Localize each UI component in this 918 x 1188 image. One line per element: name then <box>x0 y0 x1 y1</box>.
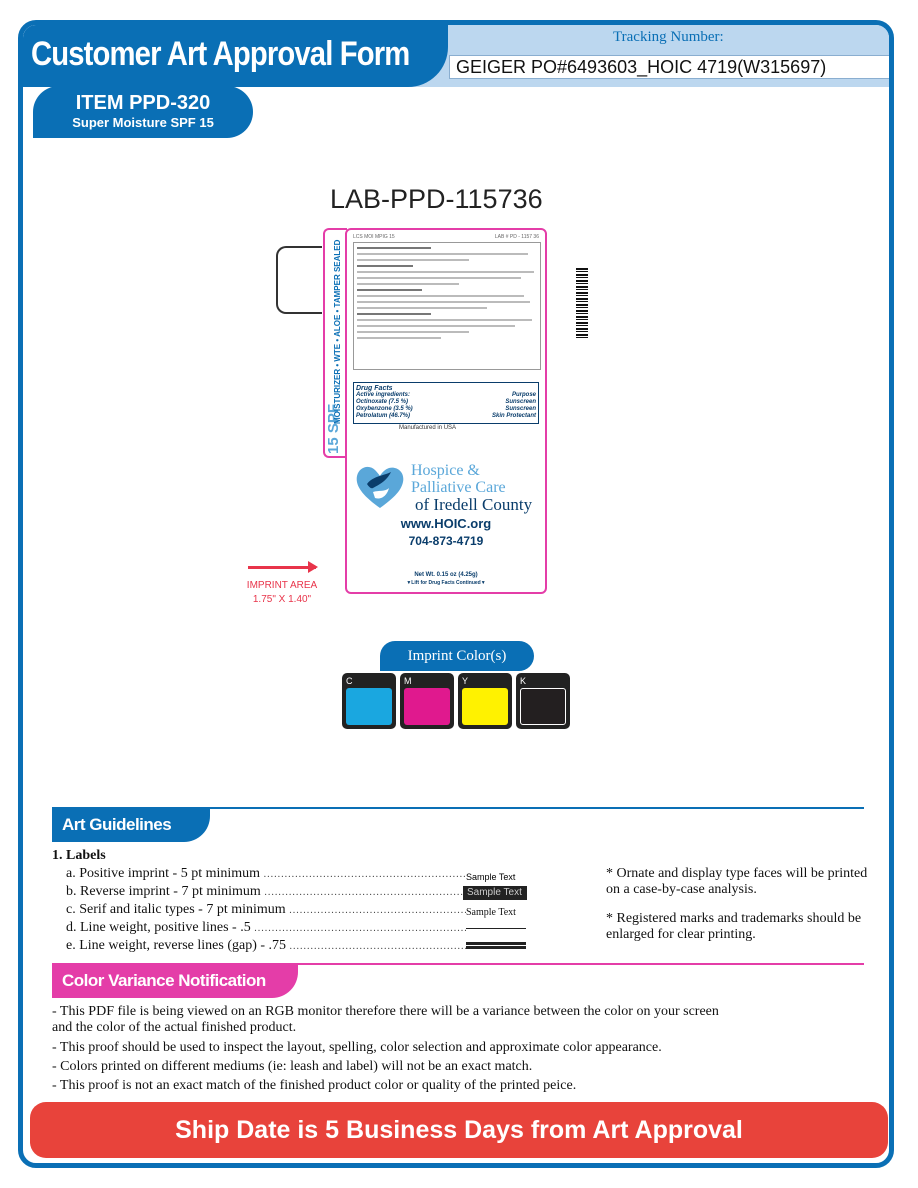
swatch-cyan <box>342 673 396 729</box>
variance-line: - This PDF file is being viewed on an RGB monitor therefore there will be a variance between the color on your screen and the color of the actual finished product. <box>52 1004 719 1035</box>
panel-header-left: LCS MOI MPIG 15 <box>353 234 395 240</box>
sample-serif: Sample Text <box>466 907 516 918</box>
drug-facts-purpose: Sunscreen <box>505 406 536 412</box>
drug-facts-head-left: Active ingredients: <box>356 392 411 398</box>
sample-reverse: Sample Text <box>463 886 527 900</box>
variance-tab: Color Variance Notification <box>52 964 298 998</box>
drug-facts-continued-block <box>353 242 541 370</box>
drug-facts-title: Drug Facts <box>356 385 393 392</box>
spine-text-value: MOISTURIZER • WTE • ALOE • TAMPER SEALED <box>333 239 342 424</box>
ship-date-banner: Ship Date is 5 Business Days from Art Approval <box>30 1102 888 1158</box>
drug-facts-head <box>356 392 536 399</box>
guideline-note: * Registered marks and trademarks should be enlarged for clear printing. <box>606 911 862 942</box>
logo-line2: Palliative Care <box>411 479 506 496</box>
panel-header-right: LAB # PD - 1157 36 <box>494 234 539 240</box>
drug-facts-row <box>356 399 536 406</box>
drug-facts-row <box>356 413 536 420</box>
swatch-fill <box>404 688 450 725</box>
guideline-item: b. Reverse imprint - 7 pt minimum ..... <box>66 884 466 900</box>
spine-spf: 15 SPF <box>325 403 342 454</box>
label-proof <box>323 228 547 594</box>
swatch-fill <box>346 688 392 725</box>
swatch-fill <box>520 688 566 725</box>
guideline-note: * Ornate and display type faces will be printed on a case-by-case analysis. <box>606 866 868 897</box>
item-name: Super Moisture SPF 15 <box>72 115 214 130</box>
variance-line: - Colors printed on different mediums (ie: leash and label) will not be an exact match. <box>52 1059 533 1074</box>
logo-line3: of Iredell County <box>415 495 533 514</box>
swatch-yellow <box>458 673 512 729</box>
imprint-colors-tab: Imprint Color(s) <box>380 641 534 671</box>
drug-facts-box <box>353 382 539 424</box>
swatch-label: Y <box>462 676 469 686</box>
phone-number: 704-873-4719 <box>408 534 484 548</box>
variance-line: - This proof is not an exact match of the finished product color or quality of the printed peice. <box>52 1078 577 1093</box>
title-bar <box>23 25 448 87</box>
guideline-item: e. Line weight, reverse lines (gap) - .75 ..... <box>66 938 466 954</box>
guideline-item: a. Positive imprint - 5 pt minimum ..... <box>66 866 466 882</box>
clip-bracket-icon <box>276 246 322 314</box>
drug-facts-purpose: Sunscreen <box>505 399 536 405</box>
hospice-logo <box>353 462 543 517</box>
swatch-black <box>516 673 570 729</box>
item-tab <box>33 86 253 138</box>
logo-line1: Hospice & <box>411 462 480 479</box>
swatch-label: M <box>404 676 412 686</box>
arrow-right-icon <box>248 566 316 569</box>
drug-facts-ingredient: Octinoxate (7.5 %) <box>356 399 409 405</box>
label-panel <box>345 228 547 594</box>
drug-facts-row <box>356 406 536 413</box>
lift-text: ▼Lift for Drug Facts Continued▼ <box>406 580 486 586</box>
form-header <box>23 25 889 87</box>
lab-id: LAB-PPD-115736 <box>330 184 543 214</box>
tracking-label: Tracking Number: <box>613 29 724 45</box>
swatch-magenta <box>400 673 454 729</box>
variance-line: - This proof should be used to inspect the layout, spelling, color selection and approximate color appearance. <box>52 1040 662 1055</box>
manufactured-text: Manufactured in USA <box>399 425 457 431</box>
swatch-label: K <box>520 676 527 686</box>
guidelines-heading: 1. Labels <box>52 848 106 863</box>
heart-dove-icon <box>353 462 407 510</box>
sample-reverse-line <box>466 942 526 949</box>
tracking-number-field[interactable]: GEIGER PO#6493603_HOIC 4719(W315697) <box>449 55 891 79</box>
drug-facts-purpose: Skin Protectant <box>491 413 536 419</box>
guidelines-tab: Art Guidelines <box>52 808 210 842</box>
swatch-label: C <box>346 676 353 686</box>
website-url: www.HOIC.org <box>400 516 492 531</box>
imprint-area-size: 1.75" X 1.40" <box>252 594 312 605</box>
item-code: ITEM PPD-320 <box>75 92 211 114</box>
drug-facts-ingredient: Oxybenzone (3.5 %) <box>356 406 413 412</box>
guideline-item: d. Line weight, positive lines - .5 ..... <box>66 920 466 936</box>
imprint-area-label: IMPRINT AREA <box>246 580 318 591</box>
spine-text <box>333 240 342 424</box>
drug-facts-ingredient: Petrolatum (46.7%) <box>356 413 411 419</box>
drug-facts-head-right: Purpose <box>511 392 536 398</box>
barcode-icon <box>576 268 588 340</box>
sample-positive: Sample Text <box>466 872 516 882</box>
sample-positive-line <box>466 928 526 929</box>
form-title: Customer Art Approval Form <box>31 35 410 73</box>
net-weight: Net Wt. 0.15 oz (4.25g) <box>414 572 478 578</box>
guideline-item: c. Serif and italic types - 7 pt minimum ..... <box>66 902 466 918</box>
swatch-fill <box>462 688 508 725</box>
